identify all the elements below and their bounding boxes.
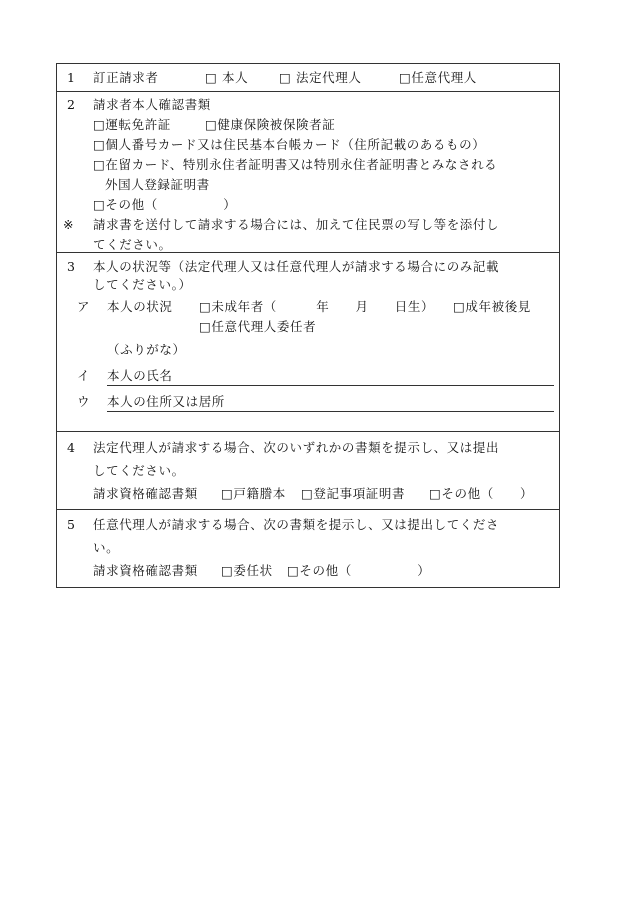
qualification-docs-label: 請求資格確認書類 — [93, 486, 198, 501]
person-status-label: 本人の状況 — [107, 299, 173, 314]
section-number: 5 — [67, 517, 75, 532]
checkbox-adult-ward[interactable]: □成年被後見 — [453, 299, 531, 314]
legal-agent-text-line1: 法定代理人が請求する場合、次のいずれかの書類を提示し、又は提出 — [93, 440, 500, 455]
section-requester-type — [57, 64, 559, 92]
furigana-label: （ふりがな） — [107, 342, 186, 357]
section-number: 1 — [67, 70, 75, 85]
legal-agent-text-line2: してください。 — [93, 463, 185, 478]
checkbox-legal-agent[interactable]: □ 法定代理人 — [279, 70, 362, 85]
item-i-mark: イ — [77, 368, 91, 383]
checkbox-minor[interactable]: □未成年者（ 年 月 日生） — [199, 299, 435, 314]
checkbox-delegator[interactable]: □任意代理人委任者 — [199, 319, 317, 334]
person-address-label: 本人の住所又は居所 — [107, 394, 225, 409]
requester-label: 訂正請求者 — [93, 70, 159, 85]
checkbox-drivers-license[interactable]: □運転免許証 — [93, 117, 171, 132]
section-number: 2 — [67, 97, 75, 112]
mail-note-line1: 請求書を送付して請求する場合には、加えて住民票の写し等を添付し — [93, 217, 500, 232]
identity-docs-title: 請求者本人確認書類 — [93, 97, 211, 112]
mail-note-line2: てください。 — [93, 237, 172, 252]
checkbox-other-legal[interactable]: □その他（ ） — [429, 486, 534, 501]
section-identity-documents — [57, 92, 559, 253]
residence-card-continued: 外国人登録証明書 — [105, 177, 210, 192]
person-address-field[interactable] — [107, 411, 554, 412]
checkbox-registry-certificate[interactable]: □登記事項証明書 — [301, 486, 406, 501]
qualification-docs-label: 請求資格確認書類 — [93, 563, 198, 578]
checkbox-family-register[interactable]: □戸籍謄本 — [221, 486, 286, 501]
person-status-title-line1: 本人の状況等（法定代理人又は任意代理人が請求する場合にのみ記載 — [93, 259, 500, 274]
checkbox-residence-card[interactable]: □在留カード、特別永住者証明書又は特別永住者証明書とみなされる — [93, 157, 498, 172]
item-a-mark: ア — [77, 299, 91, 314]
correction-request-form — [56, 63, 560, 588]
item-u-mark: ウ — [77, 394, 91, 409]
voluntary-agent-text-line1: 任意代理人が請求する場合、次の書類を提示し、又は提出してくださ — [93, 517, 500, 532]
checkbox-voluntary-agent[interactable]: □任意代理人 — [399, 70, 477, 85]
person-name-label: 本人の氏名 — [107, 368, 173, 383]
checkbox-other-voluntary[interactable]: □その他（ ） — [287, 563, 431, 578]
person-status-title-line2: してください。） — [93, 277, 192, 292]
section-voluntary-agent-docs — [57, 510, 559, 587]
voluntary-agent-text-line2: い。 — [93, 540, 120, 555]
note-mark: ※ — [63, 217, 74, 232]
checkbox-health-insurance[interactable]: □健康保険被保険者証 — [205, 117, 336, 132]
checkbox-self[interactable]: □ 本人 — [205, 70, 249, 85]
checkbox-my-number-card[interactable]: □個人番号カード又は住民基本台帳カード（住所記載のあるもの） — [93, 137, 486, 152]
section-person-status — [57, 253, 559, 432]
person-name-field[interactable] — [107, 385, 554, 386]
checkbox-power-of-attorney[interactable]: □委任状 — [221, 563, 273, 578]
section-legal-agent-docs — [57, 432, 559, 510]
checkbox-other-id[interactable]: □その他（ ） — [93, 197, 237, 212]
section-number: 3 — [67, 259, 75, 274]
section-number: 4 — [67, 440, 75, 455]
